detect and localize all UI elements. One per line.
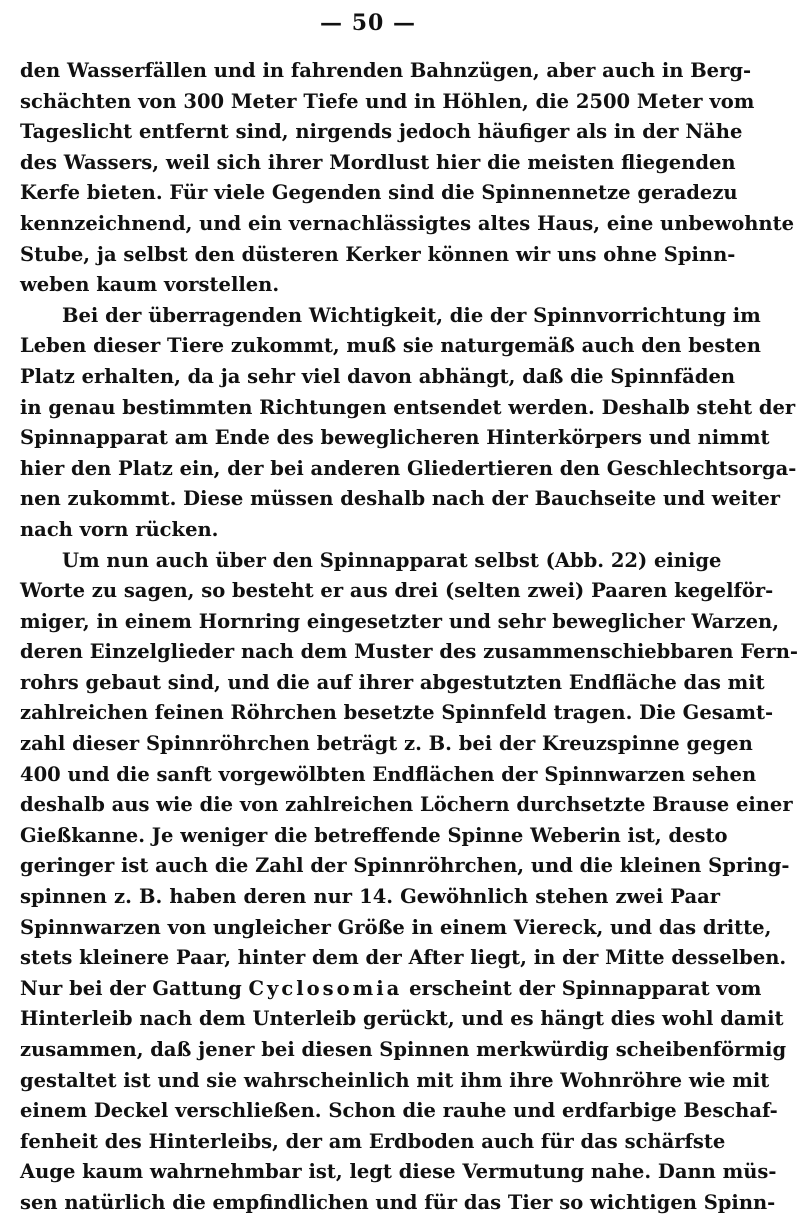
text-line: Gießkanne. Je weniger die betreffende Spinne Weberin ist, desto	[20, 823, 728, 847]
text-line: Kerfe bieten. Für viele Gegenden sind die Spinnennetze geradezu	[20, 181, 738, 205]
line-segment: Nur bei der Gattung	[20, 976, 249, 1000]
text-line: deren Einzelglieder nach dem Muster des zusammenschiebbaren Fern-	[20, 640, 798, 664]
text-line: den Wasserfällen und in fahrenden Bahnzügen, aber auch in Berg-	[20, 59, 752, 82]
text-line: Tageslicht entfernt sind, nirgends jedoch häufiger als in der Nähe	[20, 120, 743, 144]
text-line: Platz erhalten, da ja sehr viel davon abhängt, daß die Spinnfäden	[20, 364, 736, 388]
text-line: Um nun auch über den Spinnapparat selbst (Abb. 22) einige	[62, 548, 722, 572]
text-line: Hinterleib nach dem Unterleib gerückt, und es hängt dies wohl damit	[20, 1007, 784, 1031]
page-number: — 50 —	[320, 10, 416, 36]
text-line: gestaltet ist und sie wahrscheinlich mit ihm ihre Wohnröhre wie mit	[20, 1068, 770, 1092]
genus-name: Cyclosomia	[248, 976, 403, 1000]
text-line: fenheit des Hinterleibs, der am Erdboden auch für das schärfste	[20, 1129, 726, 1153]
text-line: in genau bestimmten Richtungen entsendet werden. Deshalb steht der	[20, 395, 796, 419]
text-line: Leben dieser Tiere zukommt, muß sie naturgemäß auch den besten	[20, 334, 761, 358]
text-line: sen natürlich die empfindlichen und für das Tier so wichtigen Spinn-	[20, 1190, 776, 1214]
text-line-genus	[20, 974, 762, 1005]
text-line: 400 und die sanft vorgewölbten Endflächen der Spinnwarzen sehen	[20, 762, 757, 786]
text-line: stets kleinere Paar, hinter dem der After liegt, in der Mitte desselben.	[20, 946, 787, 970]
text-line: des Wassers, weil sich ihrer Mordlust hier die meisten fliegenden	[20, 150, 736, 174]
text-line: rohrs gebaut sind, und die auf ihrer abgestutzten Endfläche das mit	[20, 670, 765, 694]
body-text	[20, 56, 798, 1219]
text-line: Worte zu sagen, so besteht er aus drei (selten zwei) Paaren kegelför-	[20, 579, 774, 603]
text-line: zusammen, daß jener bei diesen Spinnen merkwürdig scheibenförmig	[20, 1038, 787, 1061]
text-line: kennzeichnend, und ein vernachlässigtes altes Haus, eine unbewohnte	[20, 211, 795, 235]
text-line: geringer ist auch die Zahl der Spinnröhrchen, und die kleinen Spring-	[20, 854, 790, 878]
text-line: Auge kaum wahrnehmbar ist, legt diese Vermutung nahe. Dann müs-	[20, 1160, 777, 1184]
text-line: nach vorn rücken.	[20, 517, 219, 541]
text-line: zahl dieser Spinnröhrchen beträgt z. B. bei der Kreuzspinne gegen	[20, 732, 753, 756]
text-line: weben kaum vorstellen.	[20, 273, 280, 297]
line-segment: erscheint der Spinnapparat vom	[402, 976, 762, 1000]
text-line: einem Deckel verschließen. Schon die rauhe und erdfarbige Beschaf-	[20, 1099, 778, 1123]
text-line: Bei der überragenden Wichtigkeit, die der Spinnvorrichtung im	[62, 303, 761, 327]
text-line: nen zukommt. Diese müssen deshalb nach der Bauchseite und weiter	[20, 487, 781, 511]
text-line: spinnen z. B. haben deren nur 14. Gewöhnlich stehen zwei Paar	[20, 885, 720, 909]
text-line: deshalb aus wie die von zahlreichen Löchern durchsetzte Brause einer	[20, 793, 793, 817]
text-line: schächten von 300 Meter Tiefe und in Höhlen, die 2500 Meter vom	[20, 89, 755, 113]
text-line: Spinnapparat am Ende des beweglicheren Hinterkörpers und nimmt	[20, 426, 770, 450]
text-line: zahlreichen feinen Röhrchen besetzte Spinnfeld tragen. Die Gesamt-	[20, 701, 774, 725]
text-line: Stube, ja selbst den düsteren Kerker können wir uns ohne Spinn-	[20, 242, 736, 266]
text-line: miger, in einem Hornring eingesetzter und sehr beweglicher Warzen,	[20, 609, 780, 633]
text-line: Spinnwarzen von ungleicher Größe in einem Viereck, und das dritte,	[20, 915, 772, 939]
text-line: hier den Platz ein, der bei anderen Gliedertieren den Geschlechtsorga-	[20, 456, 797, 480]
